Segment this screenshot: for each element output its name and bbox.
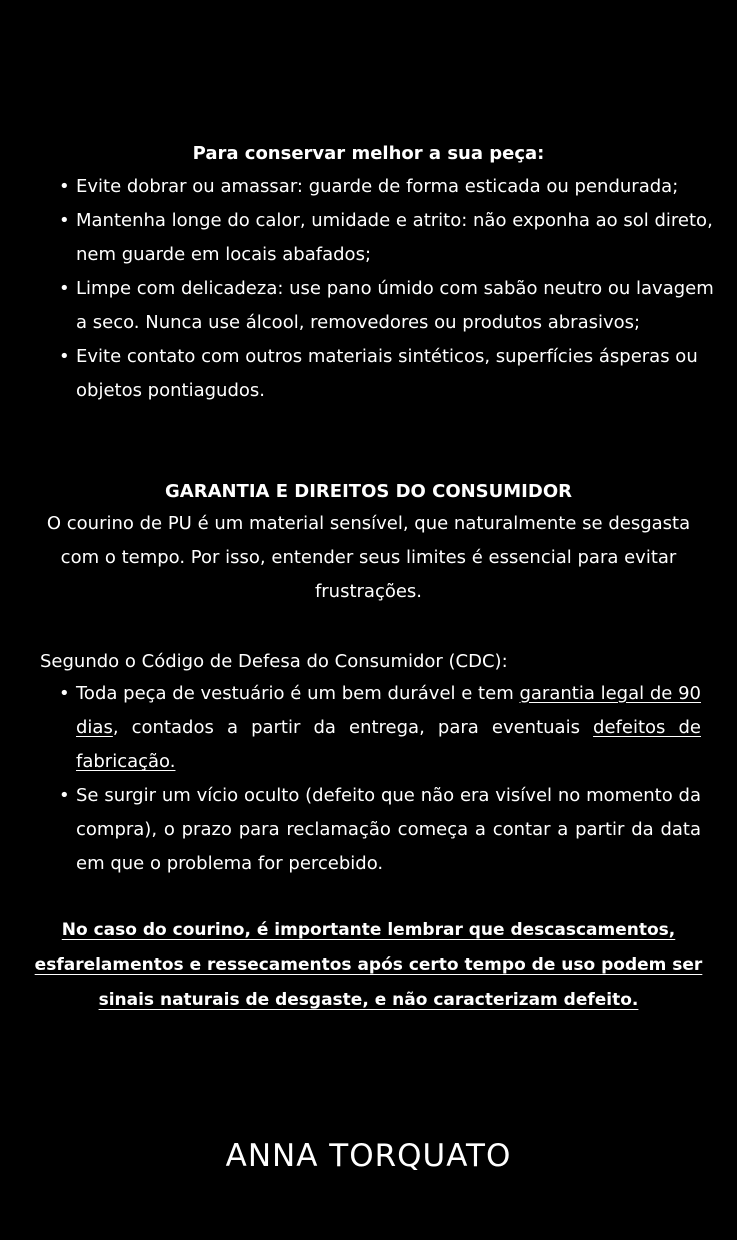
cdc-item-text: Toda peça de vestuário é um bem durável e tem xyxy=(76,683,520,704)
care-title: Para conservar melhor a sua peça: xyxy=(192,143,545,164)
cdc-item xyxy=(59,779,701,881)
cdc-item xyxy=(59,677,701,779)
bullet-icon: • xyxy=(59,278,70,299)
care-list xyxy=(59,170,716,408)
warranty-title: GARANTIA E DIREITOS DO CONSUMIDOR xyxy=(165,481,572,502)
bullet-icon: • xyxy=(59,176,70,197)
care-item xyxy=(59,340,716,408)
care-item xyxy=(59,204,716,272)
brand-logo: ANNA TORQUATO xyxy=(225,1138,512,1174)
care-item-text: Evite dobrar ou amassar: guarde de forma esticada ou pendurada; xyxy=(76,176,679,197)
legal-warranty-highlight: garantia legal de 90 dias xyxy=(76,683,701,738)
bullet-icon: • xyxy=(59,210,70,231)
bullet-icon: • xyxy=(59,785,70,806)
care-item-text: Evite contato com outros materiais sintéticos, superfícies ásperas ou objetos pontiagudos. xyxy=(76,346,698,401)
bullet-icon: • xyxy=(59,346,70,367)
manufacturing-defects-highlight: defeitos de fabricação. xyxy=(76,717,701,772)
warranty-intro: O courino de PU é um material sensível, que naturalmente se desgasta com o tempo. Por isso, entender seus limites é essencial para evitar frustrações. xyxy=(46,513,691,602)
care-item-text: Limpe com delicadeza: use pano úmido com sabão neutro ou lavagem a seco. Nunca use álcool, removedores ou produtos abrasivos; xyxy=(76,278,714,333)
cdc-item-text: , contados a partir da entrega, para eventuais xyxy=(112,717,594,738)
cdc-item-text: Se surgir um vício oculto (defeito que não era visível no momento da compra), o prazo para reclamação começa a contar a partir da data em que o problema for percebido. xyxy=(76,785,701,874)
cdc-intro: Segundo o Código de Defesa do Consumidor (CDC): xyxy=(40,651,508,672)
cdc-list xyxy=(59,677,701,881)
bullet-icon: • xyxy=(59,683,70,704)
final-note: No caso do courino, é importante lembrar que descascamentos, esfarelamentos e ressecamentos após certo tempo de uso podem ser sinais naturais de desgaste, e não caracterizam defeito. xyxy=(34,920,703,1010)
care-item-text: Mantenha longe do calor, umidade e atrito: não exponha ao sol direto, nem guarde em locais abafados; xyxy=(76,210,713,265)
care-item xyxy=(59,272,716,340)
care-item xyxy=(59,170,716,204)
